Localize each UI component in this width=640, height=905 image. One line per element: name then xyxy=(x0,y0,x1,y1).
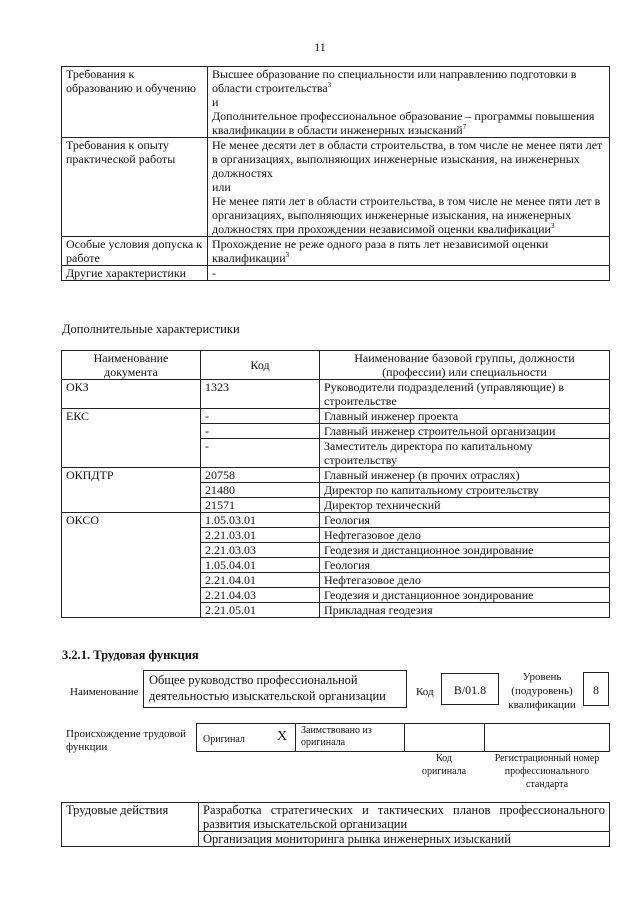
actions-table xyxy=(61,802,610,847)
header-code: Код xyxy=(201,351,320,380)
requirement-line-text: или xyxy=(212,180,231,194)
classification-name: Главный инженер строительной организации xyxy=(320,424,610,439)
level-label: Уровень (подуровень) квалификации xyxy=(508,671,576,711)
classification-code: 2.21.03.01 xyxy=(201,528,320,543)
classification-code: 2.21.04.01 xyxy=(201,573,320,588)
additional-table xyxy=(61,350,610,618)
classification-name: Главный инженер (в прочих отраслях) xyxy=(320,468,610,483)
labor-action: Организация мониторинга рынка инженерных изысканий xyxy=(199,832,610,847)
footnote-mark: 7 xyxy=(462,123,467,131)
requirement-value xyxy=(208,237,610,266)
requirement-label: Требования к опыту практической работы xyxy=(62,138,208,237)
classification-name: Руководители подразделений (управляющие) в строительстве xyxy=(320,380,610,409)
classification-name: Заместитель директора по капитальному строительству xyxy=(320,439,610,468)
requirement-line xyxy=(212,95,605,109)
page-number: 11 xyxy=(314,40,326,54)
requirement-line-text: Высшее образование по специальности или направлению подготовки в области строительства xyxy=(212,67,577,95)
classification-code: 20758 xyxy=(201,468,320,483)
classification-code: 1.05.04.01 xyxy=(201,558,320,573)
requirement-line-text: Не менее пяти лет в области строительства, в том числе не менее пяти лет в организациях, выполняющих инженерные изыскания, на инженерных должностях при прохождении независимой оценки квалификации xyxy=(212,194,601,236)
function-heading: 3.2.1. Трудовая функция xyxy=(62,648,199,662)
classification-code: 2.21.03.03 xyxy=(201,543,320,558)
classification-name: Директор технический xyxy=(320,498,610,513)
classification-code: 21480 xyxy=(201,483,320,498)
requirement-line xyxy=(212,67,605,95)
requirement-value xyxy=(208,138,610,237)
requirement-row xyxy=(62,138,610,237)
header-group: Наименование базовой группы, должности (профессии) или специальности xyxy=(320,351,610,380)
classification-code: 2.21.05.01 xyxy=(201,603,320,618)
requirement-line-text: Прохождение не реже одного раза в пять лет независимой оценки квалификации xyxy=(212,237,549,265)
code-label: Код xyxy=(416,686,434,698)
requirement-line xyxy=(212,237,605,265)
code-original-label: Код оригинала xyxy=(421,753,467,777)
labor-action: Разработка стратегических и тактических планов профессионального развития изыскательской организации xyxy=(199,803,610,832)
original-label: Оригинал xyxy=(203,734,245,745)
footnote-mark: 3 xyxy=(285,251,290,259)
requirement-row xyxy=(62,67,610,138)
reg-number-label: Регистрационный номер профессионального стандарта xyxy=(494,753,600,790)
labor-actions-label: Трудовые действия xyxy=(62,803,199,847)
classification-document: ЕКС xyxy=(62,409,201,468)
header-document: Наименование документа xyxy=(62,351,201,380)
classification-row xyxy=(62,380,610,409)
requirement-label: Требования к образованию и обучению xyxy=(62,67,208,138)
requirement-line-text: и xyxy=(212,95,219,109)
function-code-box: B/01.8 xyxy=(441,673,499,705)
classification-row xyxy=(62,513,610,528)
classification-name: Нефтегазовое дело xyxy=(320,573,610,588)
requirement-line xyxy=(212,138,605,180)
classification-name: Геодезия и дистанционное зондирование xyxy=(320,588,610,603)
classification-name: Геология xyxy=(320,513,610,528)
requirements-table xyxy=(61,66,610,281)
classification-name: Нефтегазовое дело xyxy=(320,528,610,543)
footnote-mark: 3 xyxy=(327,81,332,89)
classification-code: 1.05.03.01 xyxy=(201,513,320,528)
classification-name: Прикладная геодезия xyxy=(320,603,610,618)
origin-row xyxy=(196,723,610,752)
requirement-line xyxy=(212,266,605,280)
classification-row xyxy=(62,409,610,424)
requirement-line xyxy=(212,180,605,194)
borrowed-label: Заимствовано из оригинала xyxy=(301,725,372,748)
requirement-label: Особые условия допуска к работе xyxy=(62,237,208,266)
classification-code: 2.21.04.03 xyxy=(201,588,320,603)
name-label: Наименование xyxy=(70,686,139,698)
classification-name: Директор по капитальному строительству xyxy=(320,483,610,498)
classification-code: - xyxy=(201,439,320,468)
classification-code: - xyxy=(201,409,320,424)
labor-action-row xyxy=(62,803,610,832)
classification-code: - xyxy=(201,424,320,439)
classification-name: Геология xyxy=(320,558,610,573)
requirement-line-text: Не менее десяти лет в области строительства, в том числе не менее пяти лет в организациях, выполняющих инженерные изыскания, на инженерных должностях xyxy=(212,138,603,180)
requirement-value xyxy=(208,266,610,281)
classification-document: ОКСО xyxy=(62,513,201,618)
requirement-row xyxy=(62,237,610,266)
function-name-box: Общее руководство профессиональной деятельностью изыскательской организации xyxy=(143,670,407,708)
requirement-line-text: Дополнительное профессиональное образование – программы повышения квалификации в области инженерных изысканий xyxy=(212,109,595,137)
classification-code: 1323 xyxy=(201,380,320,409)
requirement-line-text: - xyxy=(212,266,216,280)
footnote-mark: 3 xyxy=(550,222,555,230)
requirement-line xyxy=(212,194,605,236)
classification-code: 21571 xyxy=(201,498,320,513)
classification-document: ОКЗ xyxy=(62,380,201,409)
requirement-row xyxy=(62,266,610,281)
level-value-box: 8 xyxy=(583,672,609,706)
requirement-line xyxy=(212,109,605,137)
classification-name: Главный инженер проекта xyxy=(320,409,610,424)
classification-row xyxy=(62,468,610,483)
original-mark: X xyxy=(277,729,288,744)
classification-document: ОКПДТР xyxy=(62,468,201,513)
origin-label: Происхождение трудовой функции xyxy=(66,728,187,753)
requirement-label: Другие характеристики xyxy=(62,266,208,281)
requirement-value xyxy=(208,67,610,138)
classification-name: Геодезия и дистанционное зондирование xyxy=(320,543,610,558)
additional-heading: Дополнительные характеристики xyxy=(62,322,240,336)
